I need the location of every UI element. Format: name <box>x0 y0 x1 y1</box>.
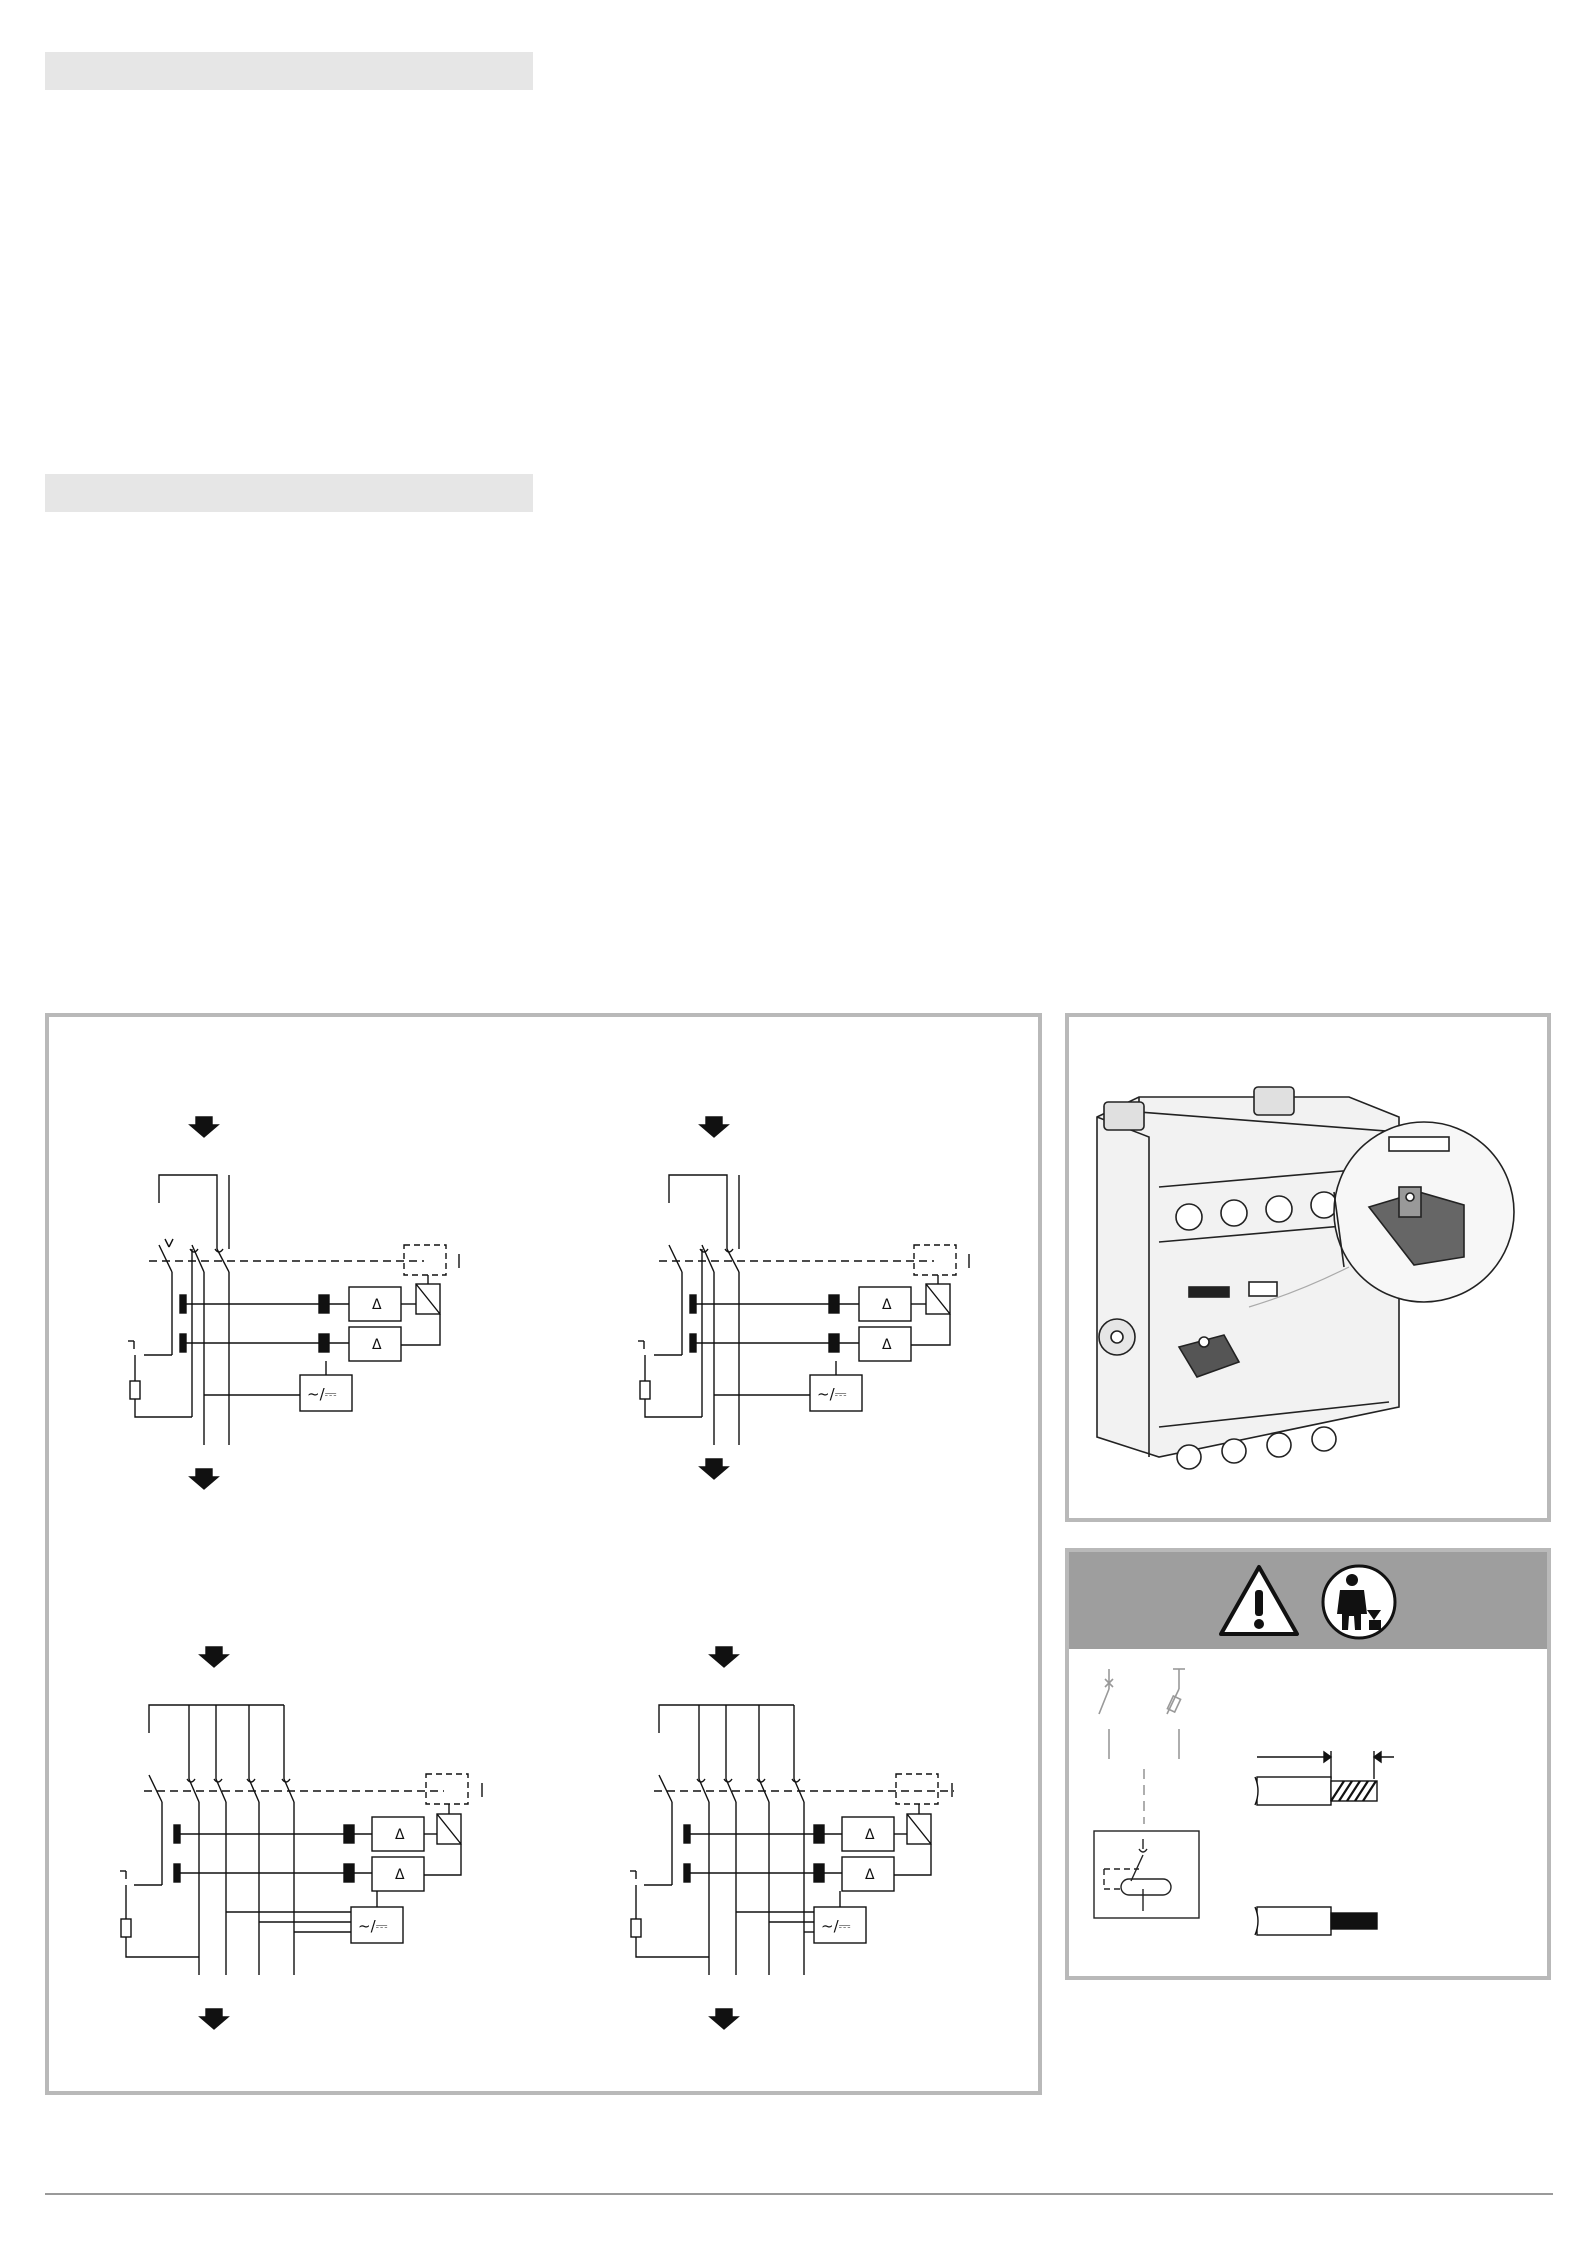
power-supply-label: ~/⎓ <box>821 1917 851 1935</box>
delta-label: Δ <box>865 1827 875 1843</box>
delta-label: Δ <box>882 1297 892 1313</box>
qualified-electrician-icon <box>1323 1566 1395 1638</box>
delta-label: Δ <box>882 1337 892 1353</box>
footer-divider <box>45 2193 1553 2195</box>
disconnector-box <box>1094 1831 1199 1918</box>
wiring-diagram-3 <box>120 1647 482 2029</box>
power-supply-label: ~/⎓ <box>817 1385 847 1403</box>
warning-triangle-icon <box>1221 1567 1297 1634</box>
power-supply-label: ~/⎓ <box>358 1917 388 1935</box>
delta-label: Δ <box>395 1867 405 1883</box>
warning-header-icons <box>1069 1552 1547 1649</box>
delta-label: Δ <box>372 1297 382 1313</box>
cable-strip-length-diagram <box>1255 1751 1394 1935</box>
wiring-instructions-svg <box>1069 1649 1547 1979</box>
wiring-diagram-2 <box>638 1117 969 1479</box>
wiring-diagram-1 <box>128 1117 459 1489</box>
delta-label: Δ <box>372 1337 382 1353</box>
power-supply-label: ~/⎓ <box>307 1385 337 1403</box>
section-heading-bar-1 <box>45 52 533 90</box>
product-illustration-panel <box>1065 1013 1551 1522</box>
warning-panel <box>1065 1548 1551 1980</box>
section-heading-bar-2 <box>45 474 533 512</box>
wiring-diagram-4 <box>630 1647 954 2029</box>
delta-label: Δ <box>865 1867 875 1883</box>
delta-label: Δ <box>395 1827 405 1843</box>
rcd-device-illustration <box>1069 1017 1555 1526</box>
warning-header <box>1069 1552 1547 1649</box>
wiring-diagrams-svg <box>49 1017 1046 2099</box>
wiring-diagrams-panel <box>45 1013 1042 2095</box>
